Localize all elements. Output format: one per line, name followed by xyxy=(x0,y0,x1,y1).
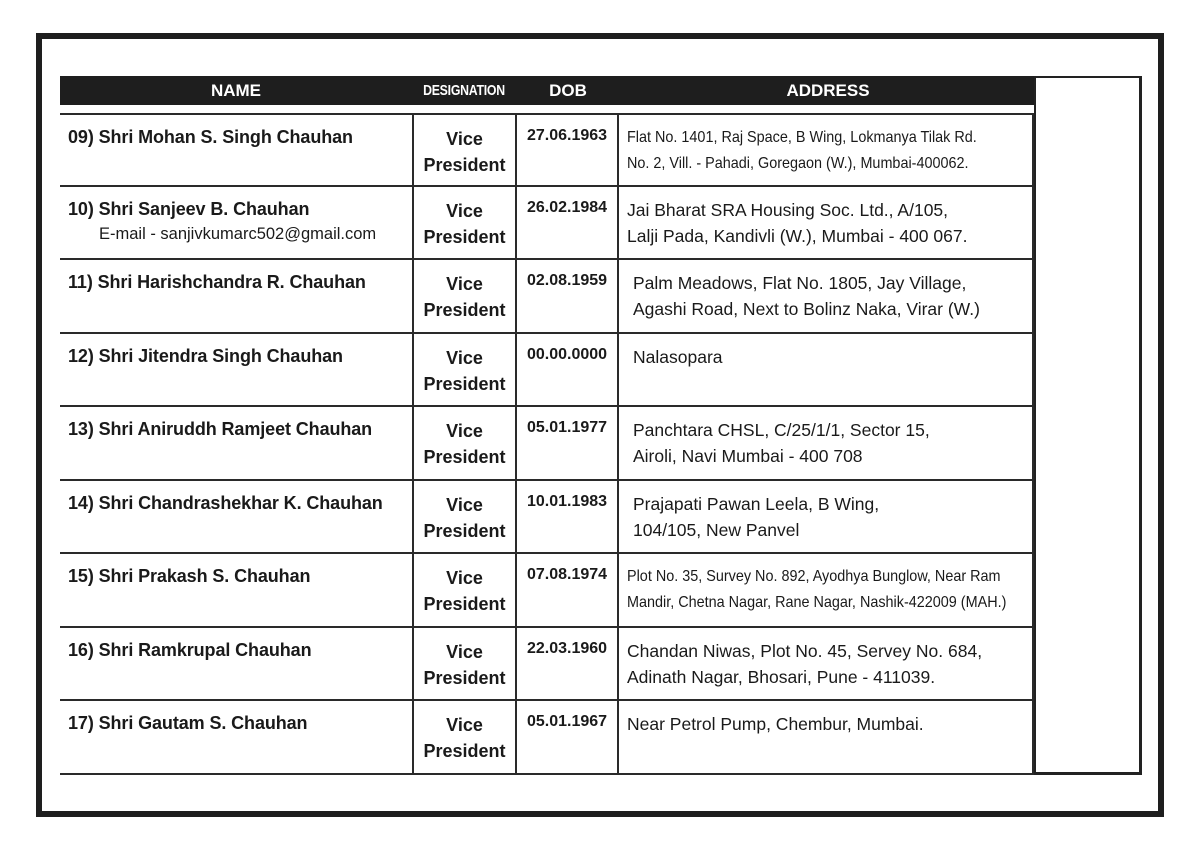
member-dob: 05.01.1977 xyxy=(526,419,608,436)
member-name: 15) Shri Prakash S. Chauhan xyxy=(68,566,311,586)
table-row xyxy=(60,187,1034,261)
address-cell xyxy=(617,407,1034,479)
dob-cell xyxy=(515,481,617,553)
dob-cell xyxy=(515,554,617,626)
member-dob: 00.00.0000 xyxy=(526,345,608,363)
address-cell xyxy=(617,701,1034,773)
designation-line1: Vice xyxy=(446,568,483,588)
member-email: E-mail - sanjivkumarc502@gmail.com xyxy=(99,224,377,243)
designation-line2: President xyxy=(423,447,506,467)
table-row xyxy=(60,334,1034,408)
address-line1: Palm Meadows, Flat No. 1805, Jay Village, xyxy=(633,273,967,293)
table-header xyxy=(60,76,1036,105)
members-table xyxy=(60,113,1034,775)
member-name: 14) Shri Chandrashekhar K. Chauhan xyxy=(68,492,383,513)
address-line2: Agashi Road, Next to Bolinz Naka, Virar (W.) xyxy=(633,299,980,319)
table-row xyxy=(60,481,1034,555)
address-line1: Chandan Niwas, Plot No. 45, Servey No. 684, xyxy=(627,640,983,661)
member-name: 13) Shri Aniruddh Ramjeet Chauhan xyxy=(68,419,373,439)
dob-cell xyxy=(515,334,617,406)
table-row xyxy=(60,701,1034,775)
table-row xyxy=(60,407,1034,481)
address-line2: Lalji Pada, Kandivli (W.), Mumbai - 400 067. xyxy=(627,225,968,246)
designation-line1: Vice xyxy=(446,347,483,368)
name-cell xyxy=(60,260,412,332)
dob-cell xyxy=(515,260,617,332)
address-line2: No. 2, Vill. - Pahadi, Goregaon (W.), Mumbai-400062. xyxy=(627,155,969,172)
member-dob: 07.08.1974 xyxy=(526,566,608,583)
header-name: NAME xyxy=(210,81,262,100)
name-cell xyxy=(60,334,412,406)
dob-cell xyxy=(515,701,617,773)
member-dob: 02.08.1959 xyxy=(526,272,608,289)
member-name: 11) Shri Harishchandra R. Chauhan xyxy=(68,272,366,292)
name-cell xyxy=(60,554,412,626)
name-cell xyxy=(60,407,412,479)
header-dob: DOB xyxy=(549,81,587,100)
name-cell xyxy=(60,187,412,259)
designation-cell xyxy=(412,187,515,259)
designation-line1: Vice xyxy=(446,715,483,735)
address-line2: 104/105, New Panvel xyxy=(633,519,800,540)
table-row xyxy=(60,628,1034,702)
address-line2: Airoli, Navi Mumbai - 400 708 xyxy=(633,446,863,466)
table-row xyxy=(60,554,1034,628)
designation-line2: President xyxy=(423,300,506,320)
designation-cell xyxy=(412,115,515,185)
member-name: 09) Shri Mohan S. Singh Chauhan xyxy=(68,127,353,147)
header-designation: DESIGNATION xyxy=(423,82,505,99)
address-cell xyxy=(617,260,1034,332)
designation-cell xyxy=(412,628,515,700)
address-line1: Plot No. 35, Survey No. 892, Ayodhya Bunglow, Near Ram xyxy=(627,568,1001,585)
address-cell xyxy=(617,115,1034,185)
designation-line2: President xyxy=(423,520,506,541)
name-cell xyxy=(60,701,412,773)
table-row xyxy=(60,260,1034,334)
member-name: 16) Shri Ramkrupal Chauhan xyxy=(68,639,312,660)
address-line2: Mandir, Chetna Nagar, Rane Nagar, Nashik-422009 (MAH.) xyxy=(627,594,1007,611)
address-line1: Nalasopara xyxy=(633,346,723,367)
address-line1: Panchtara CHSL, C/25/1/1, Sector 15, xyxy=(633,420,930,440)
member-dob: 27.06.1963 xyxy=(526,127,608,144)
name-cell xyxy=(60,115,412,185)
member-dob: 05.01.1967 xyxy=(526,713,608,730)
dob-cell xyxy=(515,115,617,185)
address-line1: Flat No. 1401, Raj Space, B Wing, Lokmanya Tilak Rd. xyxy=(627,129,977,146)
member-name: 10) Shri Sanjeev B. Chauhan xyxy=(68,198,310,219)
photo-placeholder-box xyxy=(1034,76,1142,775)
designation-line1: Vice xyxy=(446,200,483,221)
address-line1: Jai Bharat SRA Housing Soc. Ltd., A/105, xyxy=(627,199,949,220)
designation-line2: President xyxy=(423,226,506,247)
member-dob: 10.01.1983 xyxy=(526,492,608,510)
address-cell xyxy=(617,481,1034,553)
name-cell xyxy=(60,628,412,700)
designation-cell xyxy=(412,334,515,406)
address-line2: Adinath Nagar, Bhosari, Pune - 411039. xyxy=(627,666,936,687)
address-line1: Near Petrol Pump, Chembur, Mumbai. xyxy=(627,714,924,734)
designation-line1: Vice xyxy=(446,129,483,149)
designation-line1: Vice xyxy=(446,274,483,294)
designation-cell xyxy=(412,407,515,479)
member-name: 17) Shri Gautam S. Chauhan xyxy=(68,713,308,733)
designation-line2: President xyxy=(423,373,506,394)
designation-cell xyxy=(412,701,515,773)
table-row xyxy=(60,113,1034,187)
designation-cell xyxy=(412,554,515,626)
dob-cell xyxy=(515,628,617,700)
name-cell xyxy=(60,481,412,553)
designation-line2: President xyxy=(423,667,506,688)
designation-line1: Vice xyxy=(446,421,483,441)
address-cell xyxy=(617,628,1034,700)
designation-line1: Vice xyxy=(446,641,483,662)
designation-line2: President xyxy=(423,155,506,175)
address-line1: Prajapati Pawan Leela, B Wing, xyxy=(633,493,880,514)
dob-cell xyxy=(515,407,617,479)
member-dob: 26.02.1984 xyxy=(526,198,608,216)
address-cell xyxy=(617,554,1034,626)
designation-cell xyxy=(412,481,515,553)
member-dob: 22.03.1960 xyxy=(526,639,608,657)
designation-line2: President xyxy=(423,594,506,614)
designation-line1: Vice xyxy=(446,494,483,515)
designation-cell xyxy=(412,260,515,332)
address-cell xyxy=(617,187,1034,259)
member-name: 12) Shri Jitendra Singh Chauhan xyxy=(68,345,343,366)
designation-line2: President xyxy=(423,741,506,761)
address-cell xyxy=(617,334,1034,406)
header-address: ADDRESS xyxy=(786,81,870,100)
dob-cell xyxy=(515,187,617,259)
